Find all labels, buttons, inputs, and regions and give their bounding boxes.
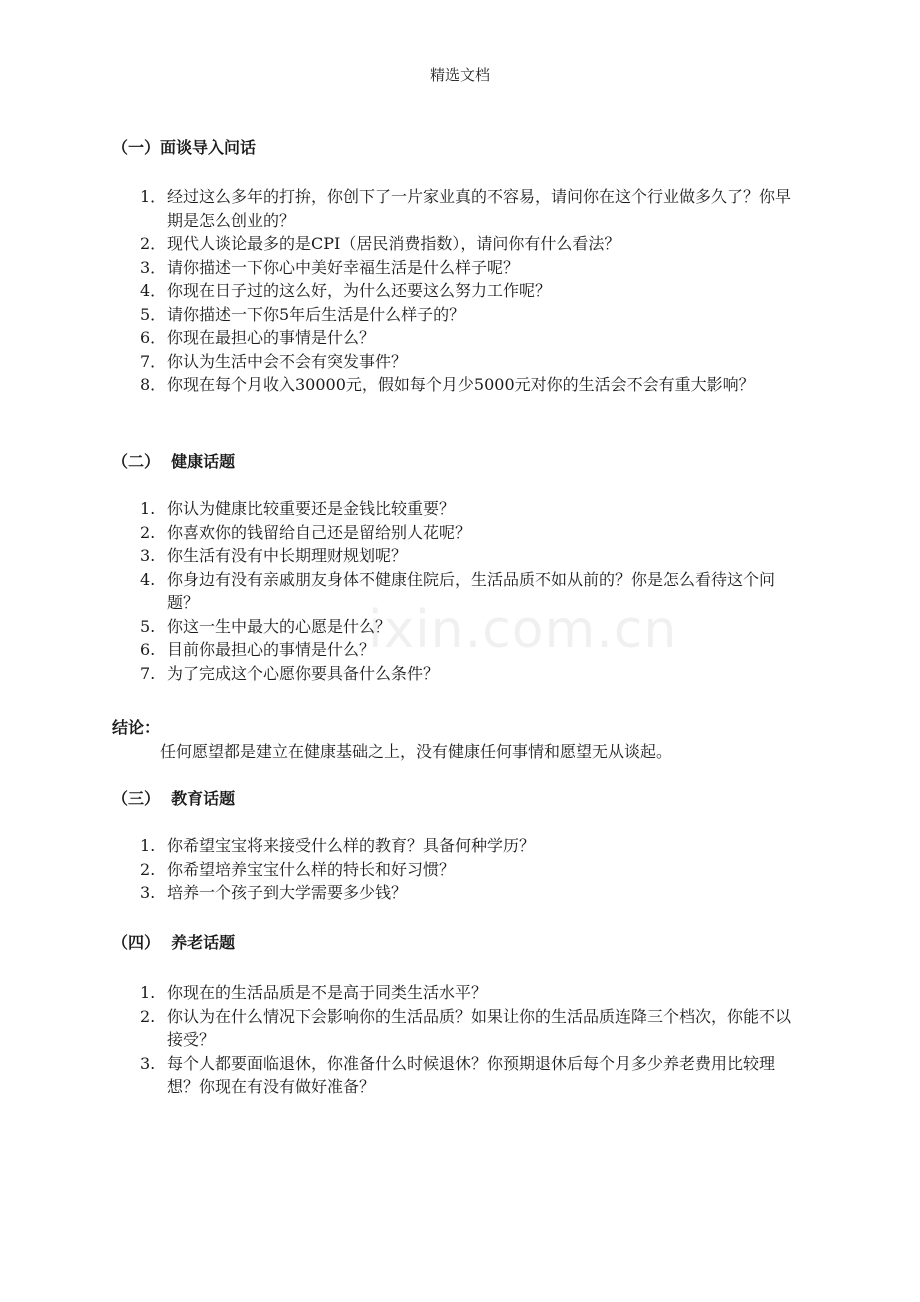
item-number: 3. [140, 883, 156, 902]
item-text: 你现在日子过的这么好，为什么还要这么努力工作呢？ [167, 281, 552, 300]
section-title-education: （三） 教育话题 [112, 789, 236, 808]
list-item [140, 858, 795, 882]
section-title-intro: （一）面谈导入问话 [112, 138, 257, 157]
item-text: 你希望宝宝将来接受什么样的教育？具备何种学历？ [167, 836, 536, 855]
item-text: 经过这么多年的打拚，你创下了一片家业真的不容易，请问你在这个行业做多久了？你早期是怎么创业的？ [167, 187, 792, 230]
item-text: 现代人谈论最多的是CPI（居民消费指数），请问你有什么看法？ [167, 234, 621, 253]
item-text: 目前你最担心的事情是什么？ [167, 640, 376, 659]
list-item [140, 326, 795, 350]
question-list-health [140, 497, 795, 685]
list-item [140, 185, 795, 232]
list-item [140, 232, 795, 256]
item-number: 2. [140, 1006, 156, 1026]
item-number: 8． [140, 375, 167, 394]
item-text: 请你描述一下你5年后生活是什么样子的？ [167, 304, 466, 324]
item-text: 你现在最担心的事情是什么？ [167, 328, 376, 347]
section-title-retirement: （四） 养老话题 [112, 933, 236, 952]
item-number: 3. [140, 546, 156, 565]
list-item [140, 279, 795, 303]
page-header: 精选文档 [429, 66, 490, 84]
section-title-health: （二） 健康话题 [112, 452, 236, 471]
item-text: 为了完成这个心愿你要具备什么条件？ [167, 663, 440, 683]
item-number: 7. [140, 663, 156, 683]
item-number: 1. [140, 836, 156, 855]
item-number: 6． [140, 328, 167, 347]
item-text: 你现在每个月收入30000元，假如每个月少5000元对你的生活会不会有重大影响？ [167, 375, 755, 394]
item-text: 请你描述一下你心中美好幸福生活是什么样子呢？ [167, 257, 520, 277]
item-number: 1． [140, 187, 167, 206]
list-item [140, 615, 795, 639]
item-text: 每个人都要面临退休，你准备什么时候退休？你预期退休后每个月多少养老费用比较理想？你现在有没有做好准备？ [167, 1053, 776, 1096]
list-item [140, 544, 795, 568]
item-text: 你现在的生活品质是不是高于同类生活水平？ [167, 983, 488, 1002]
list-item [140, 521, 795, 545]
item-number: 5． [140, 304, 167, 324]
item-text: 培养一个孩子到大学需要多少钱？ [167, 883, 408, 902]
list-item [140, 638, 795, 662]
list-item [140, 1005, 795, 1052]
list-item [140, 373, 795, 397]
item-number: 1. [140, 499, 156, 518]
item-text: 你身边有没有亲戚朋友身体不健康住院后，生活品质不如从前的？你是怎么看待这个问题？ [167, 569, 776, 612]
list-item [140, 881, 795, 905]
list-item [140, 662, 795, 686]
item-number: 5. [140, 616, 156, 636]
item-text: 你认为生活中会不会有突发事件？ [167, 351, 408, 371]
item-number: 3. [140, 1053, 156, 1073]
question-list-intro [140, 185, 795, 397]
list-item [140, 1052, 795, 1099]
conclusion-label: 结论： [112, 718, 161, 737]
list-item [140, 981, 795, 1005]
item-number: 7． [140, 351, 167, 371]
list-item [140, 497, 795, 521]
item-number: 1. [140, 983, 156, 1002]
list-item [140, 568, 795, 615]
question-list-education [140, 834, 795, 905]
item-text: 你这一生中最大的心愿是什么？ [167, 616, 392, 636]
item-text: 你认为在什么情况下会影响你的生活品质？如果让你的生活品质连降三个档次，你能不以接受？ [167, 1006, 792, 1049]
item-number: 2. [140, 522, 156, 542]
item-number: 4. [140, 569, 156, 589]
item-number: 2． [140, 234, 167, 253]
list-item [140, 256, 795, 280]
list-item [140, 303, 795, 327]
item-number: 2. [140, 859, 156, 879]
item-text: 你认为健康比较重要还是金钱比较重要？ [167, 499, 456, 518]
item-number: 4． [140, 281, 167, 300]
list-item [140, 834, 795, 858]
item-text: 你喜欢你的钱留给自己还是留给别人花呢？ [167, 522, 472, 542]
item-text: 你希望培养宝宝什么样的特长和好习惯？ [167, 859, 456, 879]
watermark: ixin.com.cn [368, 600, 678, 660]
list-item [140, 350, 795, 374]
item-number: 3． [140, 257, 167, 277]
item-text: 你生活有没有中长期理财规划呢？ [167, 546, 408, 565]
conclusion-text: 任何愿望都是建立在健康基础之上，没有健康任何事情和愿望无从谈起。 [160, 742, 673, 761]
question-list-retirement [140, 981, 795, 1099]
item-number: 6. [140, 640, 156, 659]
